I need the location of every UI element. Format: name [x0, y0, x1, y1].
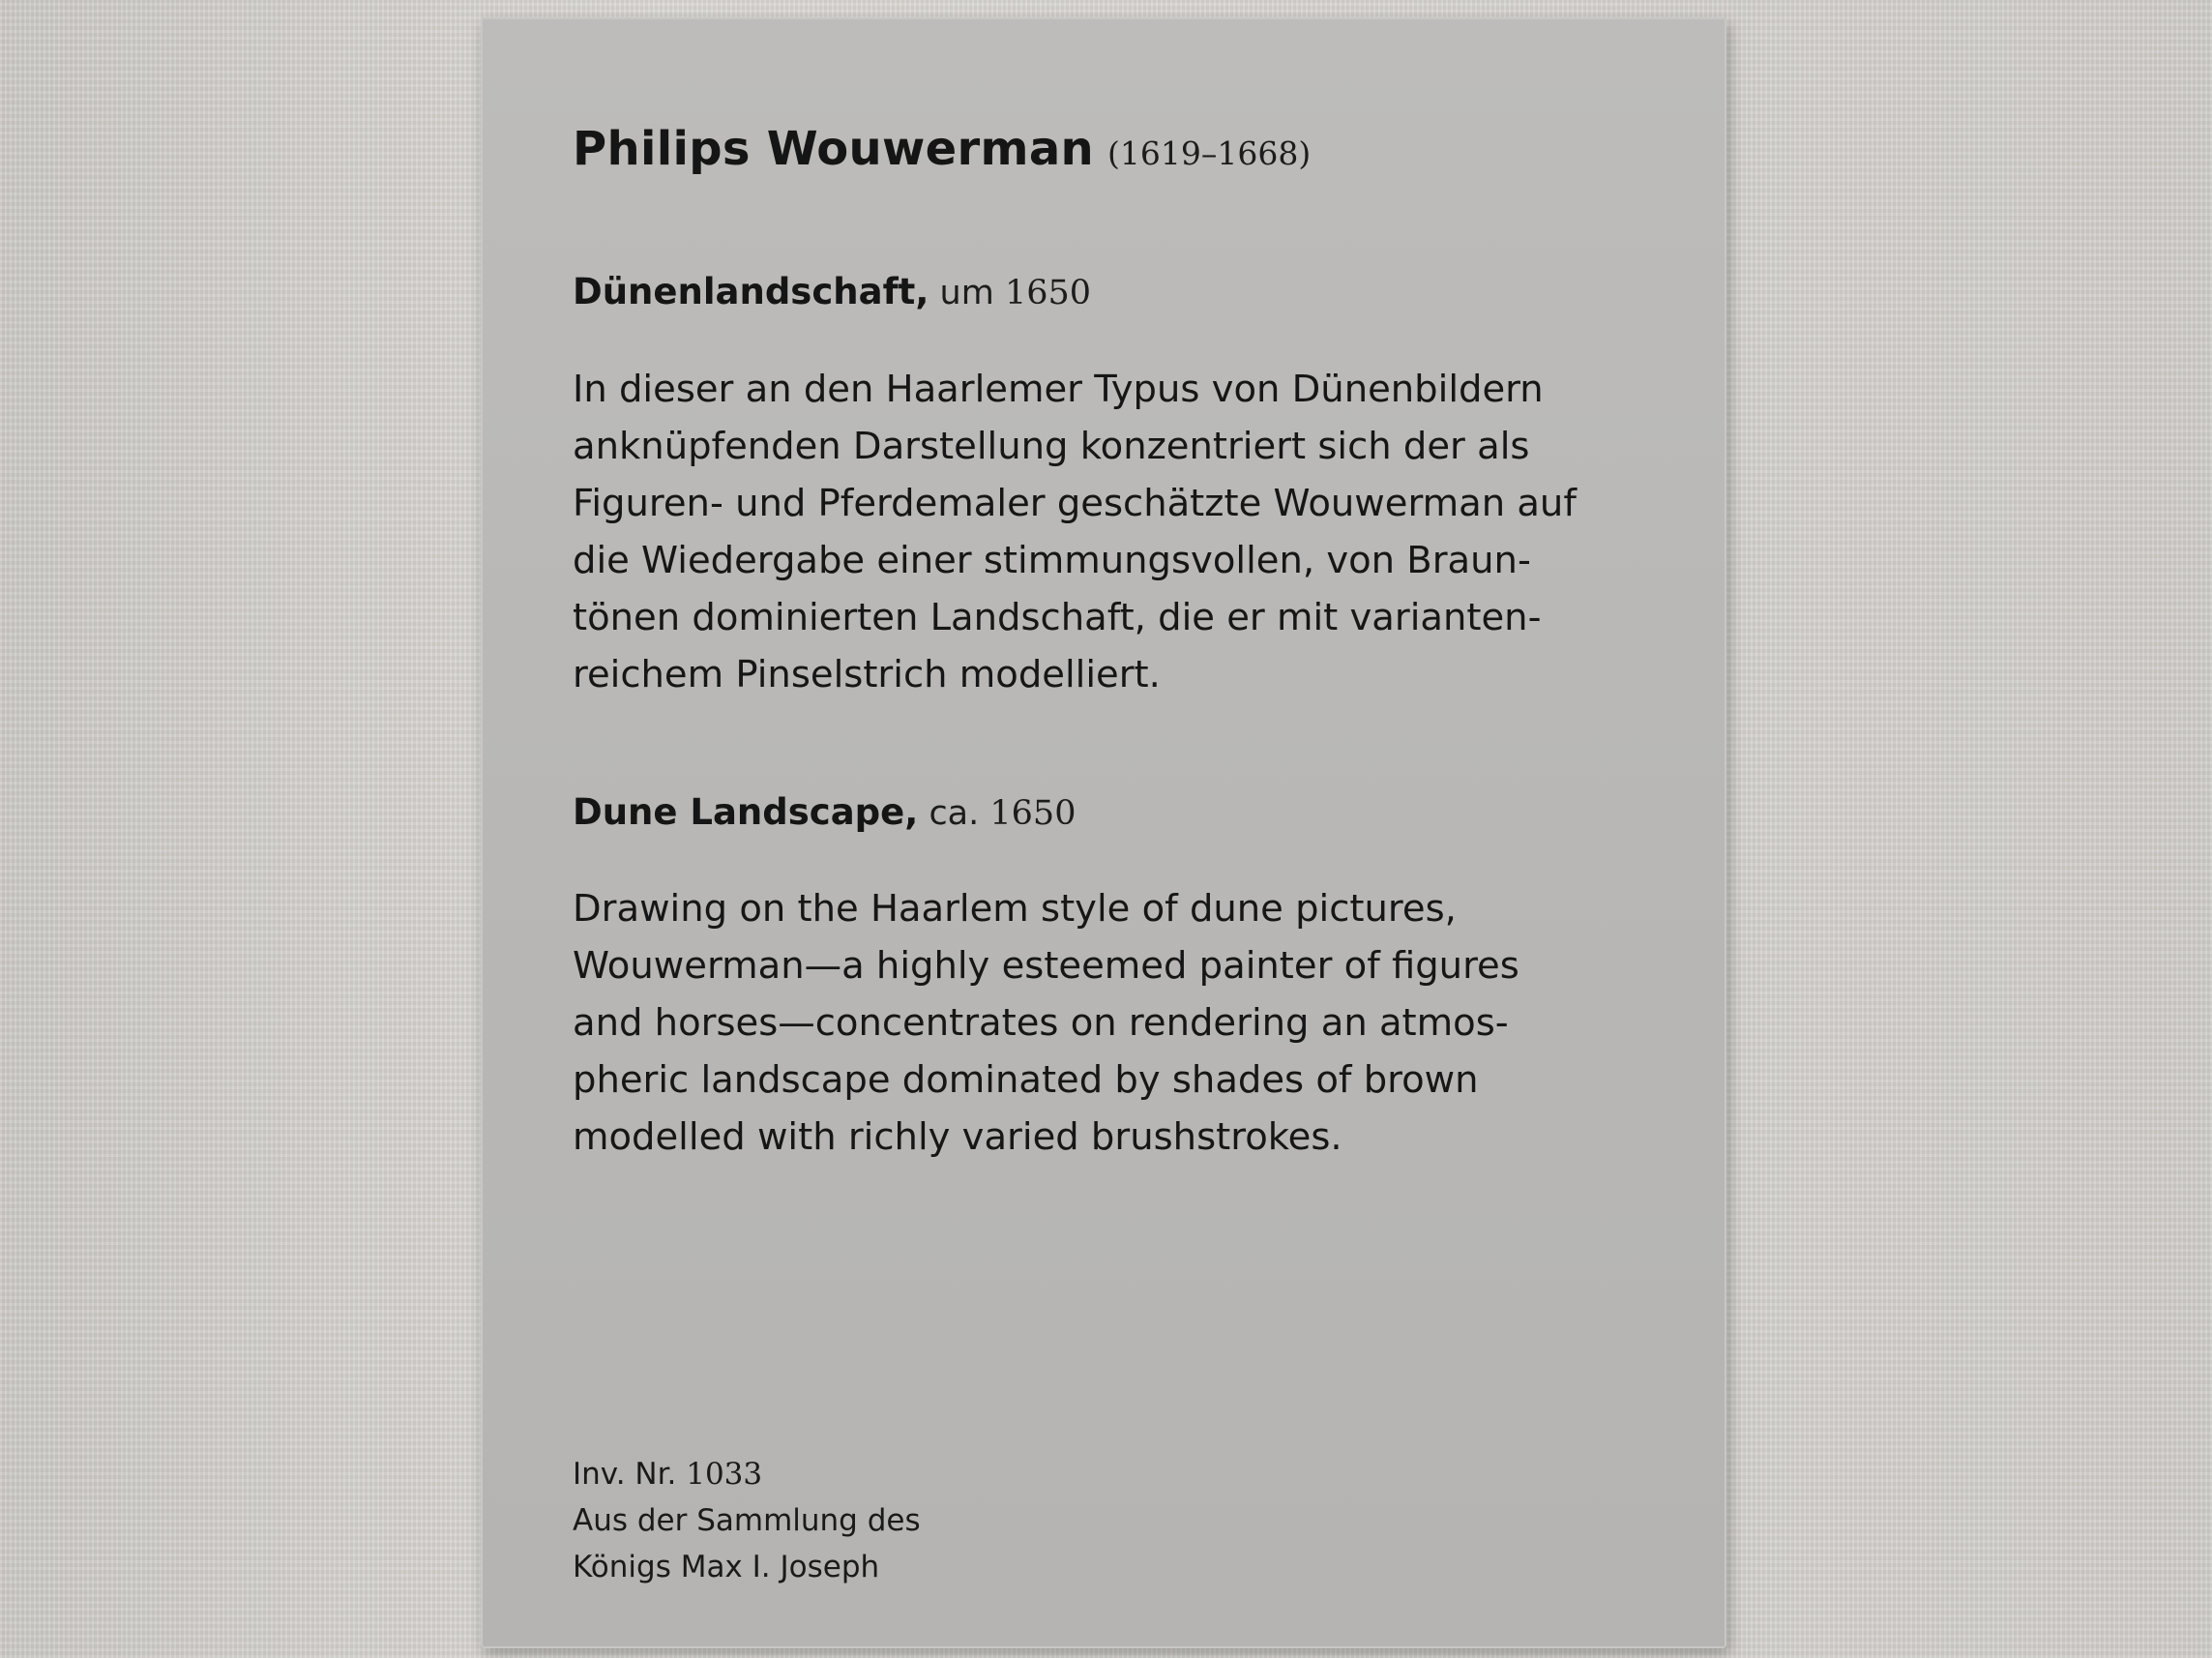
- german-date-year: 1650: [1004, 274, 1092, 312]
- inventory-footer: [573, 1451, 921, 1590]
- english-description-line: modelled with richly varied brushstrokes.: [573, 1115, 1342, 1159]
- inventory-prefix: Inv. Nr.: [573, 1457, 687, 1492]
- german-description-line: In dieser an den Haarlemer Typus von Dünenbildern: [573, 368, 1544, 411]
- german-date-prefix: um: [929, 274, 1005, 312]
- english-date-prefix: ca.: [918, 794, 990, 833]
- provenance-line-1: Aus der Sammlung des: [573, 1503, 921, 1538]
- english-date-year: 1650: [989, 794, 1077, 833]
- inventory-number: 1033: [686, 1457, 763, 1492]
- inventory-number-line: [573, 1451, 921, 1497]
- german-description-line: die Wiedergabe einer stimmungsvollen, von Braun-: [573, 539, 1531, 582]
- german-title: Dünenlandschaft,: [573, 271, 929, 312]
- english-description-line: pheric landscape dominated by shades of brown: [573, 1058, 1479, 1102]
- museum-label-plaque: [481, 17, 1726, 1648]
- english-title-line: [573, 791, 1076, 833]
- artist-dates: (1619–1668): [1106, 134, 1312, 172]
- artist-name: Philips Wouwerman: [573, 122, 1094, 176]
- german-description-line: Figuren- und Pferdemaler geschätzte Wouwerman auf: [573, 482, 1577, 525]
- english-description-line: Drawing on the Haarlem style of dune pictures,: [573, 887, 1457, 931]
- german-description-line: reichem Pinselstrich modelliert.: [573, 653, 1161, 696]
- provenance-line-2: Königs Max I. Joseph: [573, 1550, 880, 1584]
- german-description: [573, 361, 1577, 703]
- german-description-line: anknüpfenden Darstellung konzentriert sich der als: [573, 425, 1530, 468]
- german-description-line: tönen dominierten Landschaft, die er mit varianten-: [573, 596, 1542, 639]
- english-date: [918, 794, 1076, 833]
- german-date: [929, 274, 1091, 312]
- artist-line: [573, 122, 1311, 176]
- english-description-line: and horses—concentrates on rendering an atmos-: [573, 1001, 1509, 1045]
- plaque-edge: [481, 17, 1726, 1648]
- english-description: [573, 880, 1519, 1166]
- german-title-line: [573, 271, 1091, 312]
- english-description-line: Wouwerman—a highly esteemed painter of figures: [573, 944, 1519, 988]
- english-title: Dune Landscape,: [573, 791, 919, 833]
